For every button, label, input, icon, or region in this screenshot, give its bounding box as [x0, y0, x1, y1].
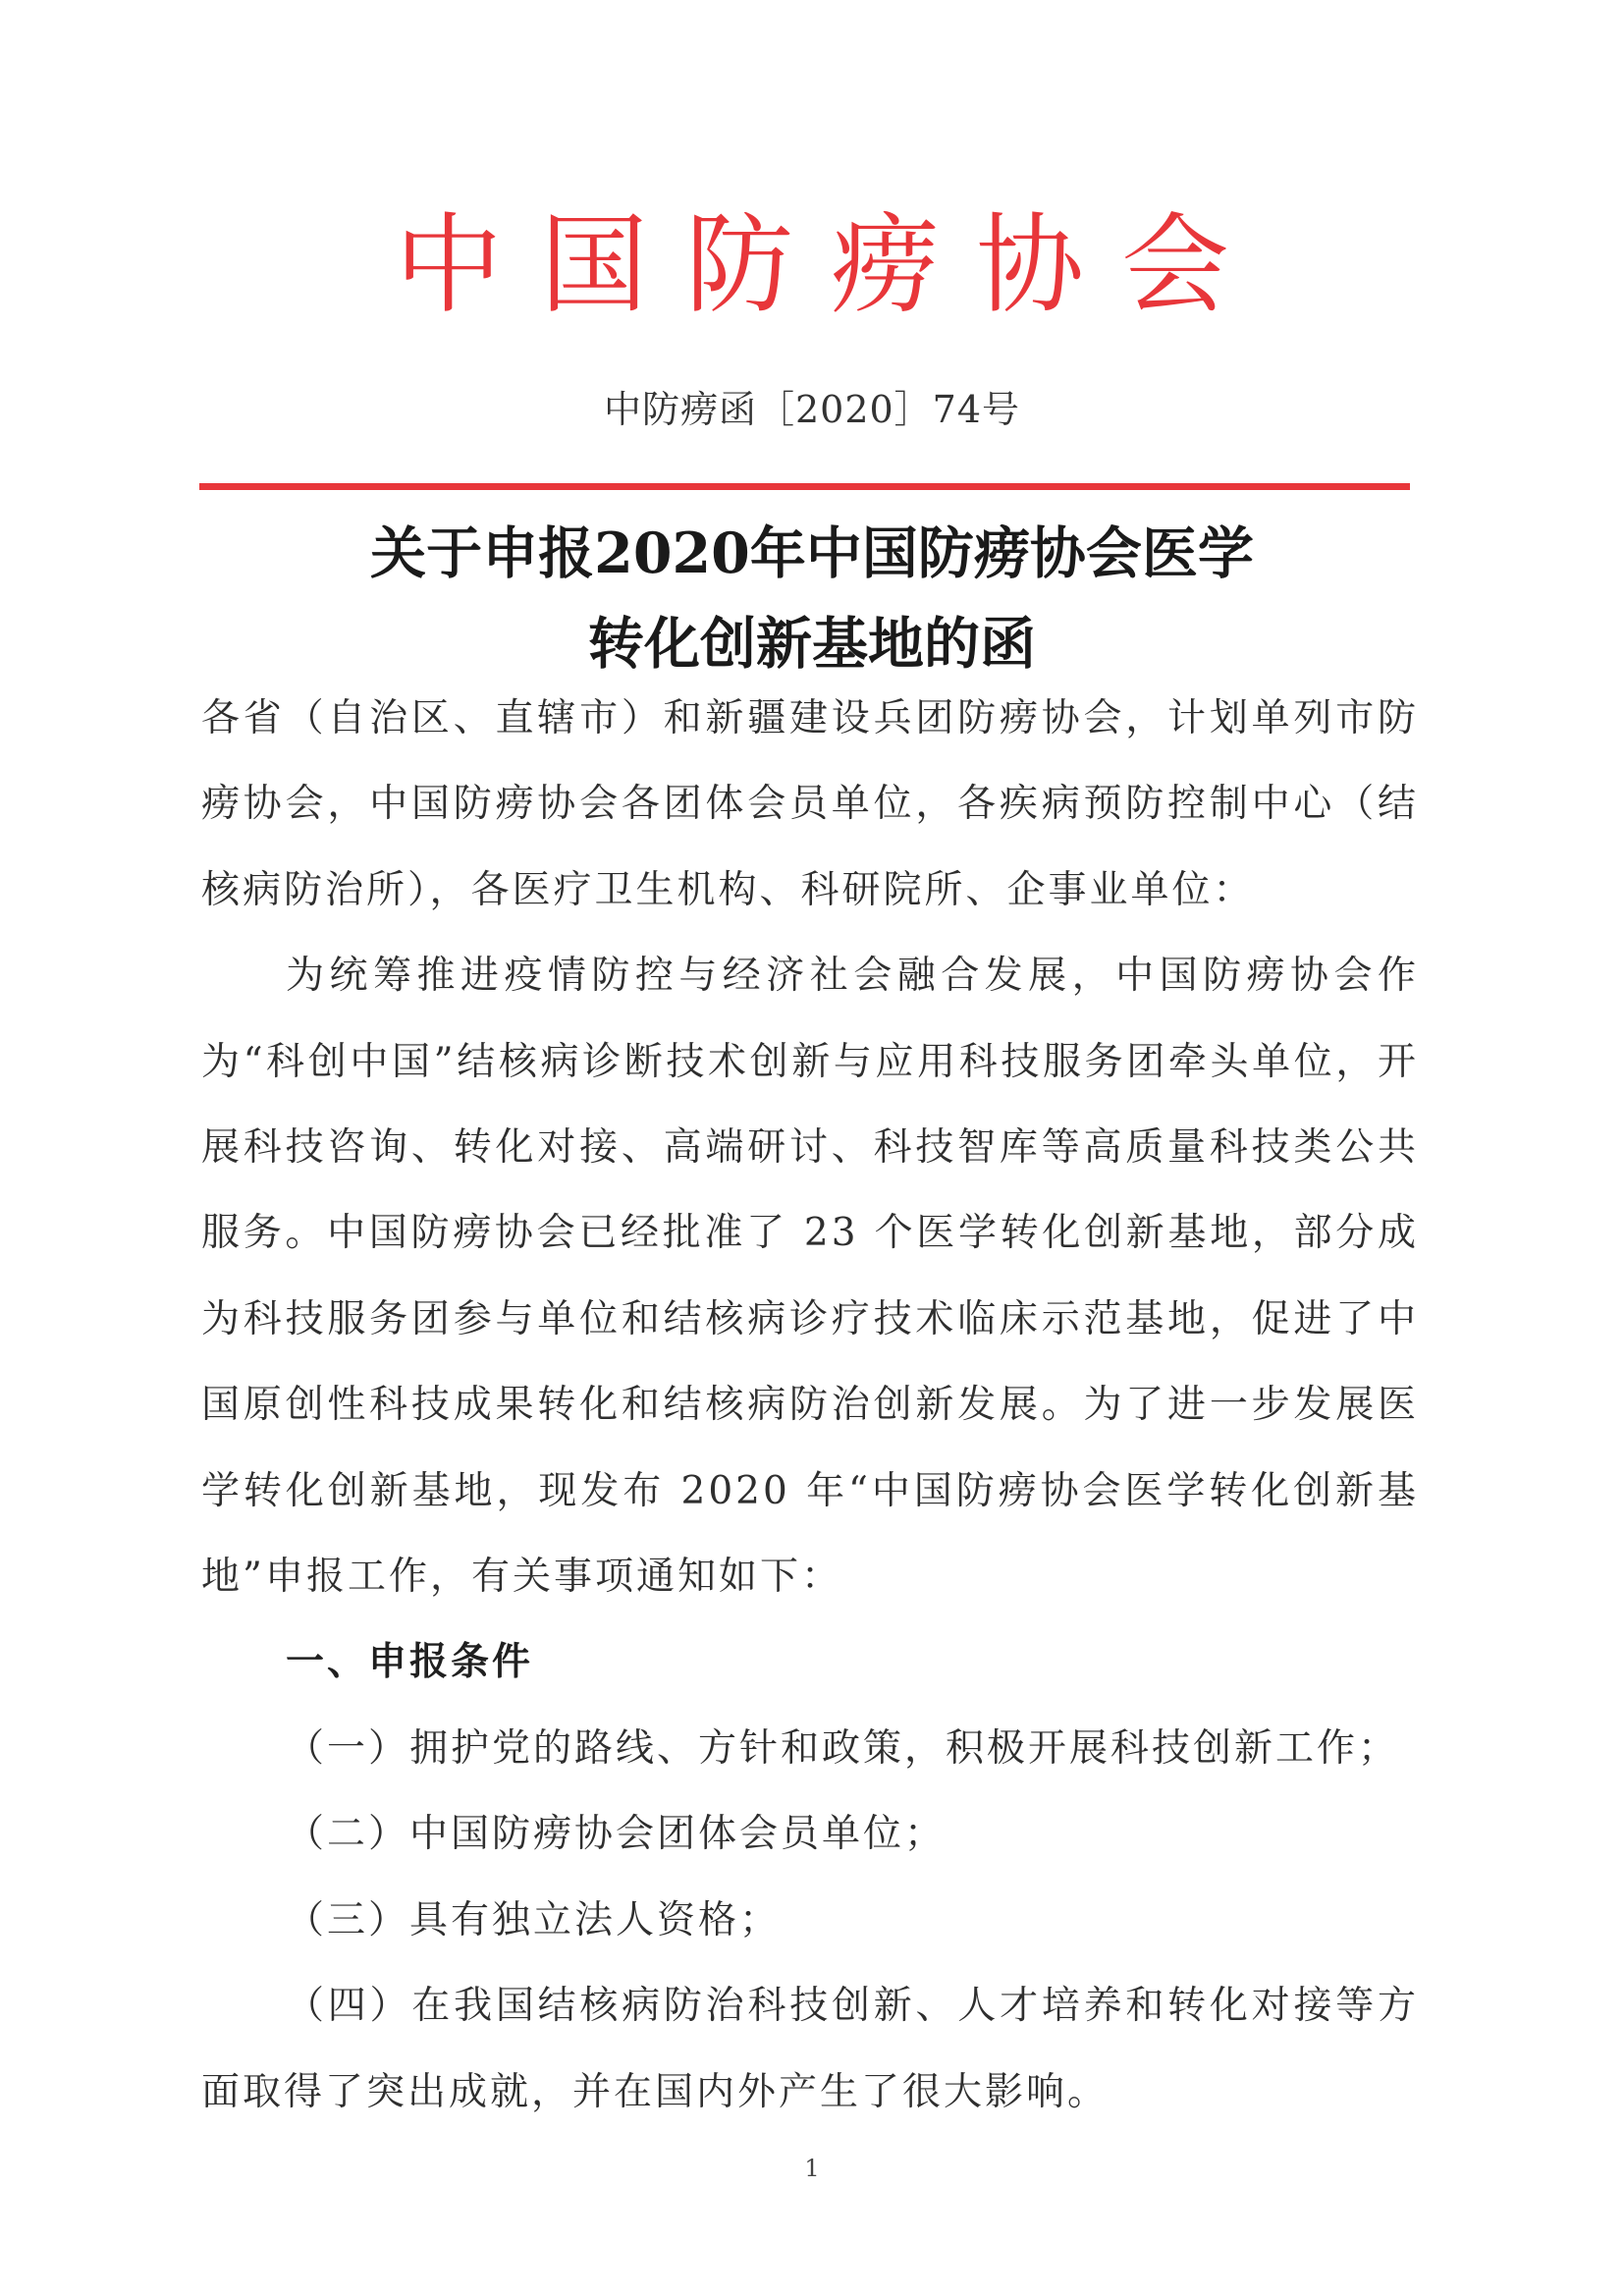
- document-number: 中防痨函［2020］74号: [603, 388, 1021, 431]
- letterhead-organization-name: 中国防痨协会: [395, 202, 1267, 328]
- page-number: 1: [804, 2155, 820, 2182]
- document-body: [201, 676, 1419, 2135]
- document-title-line-2: 转化创新基地的函: [588, 611, 1036, 677]
- body-paragraph: 为统筹推进疫情防控与经济社会融合发展，中国防痨协会作为“科创中国”结核病诊断技术创新与应用科技服务团牵头单位，开展科技咨询、转化对接、高端研讨、科技智库等高质量科技类公共服务。中国防痨协会已经批准了 23 个医学转化创新基地，部分成为科技服务团参与单位和结核病诊疗技术临床示范基地，促进了中国原创性科技成果转化和结核病防治创新发展。为了进一步发展医学转化创新基地，现发布 2020 年“中国防痨协会医学转化创新基地”申报工作，有关事项通知如下：: [201, 954, 1419, 1600]
- document-title-line-1: 关于申报2020年中国防痨协会医学: [370, 520, 1254, 586]
- section-heading-application-conditions: 一、申报条件: [286, 1640, 534, 1685]
- condition-item-2: （二）中国防痨协会团体会员单位；: [286, 1812, 947, 1857]
- document-title: [0, 509, 1624, 689]
- condition-item-1: （一）拥护党的路线、方针和政策，积极开展科技创新工作；: [286, 1725, 1400, 1771]
- letterhead-red-divider: [199, 483, 1410, 490]
- condition-item-3: （三）具有独立法人资格；: [286, 1897, 782, 1942]
- condition-item-4: （四）在我国结核病防治科技创新、人才培养和转化对接等方面取得了突出成就，并在国内外产生了很大影响。: [201, 1984, 1419, 2114]
- addressees-paragraph: 各省（自治区、直辖市）和新疆建设兵团防痨协会，计划单列市防痨协会，中国防痨协会各团体会员单位，各疾病预防控制中心（结核病防治所），各医疗卫生机构、科研院所、企事业单位：: [201, 696, 1419, 912]
